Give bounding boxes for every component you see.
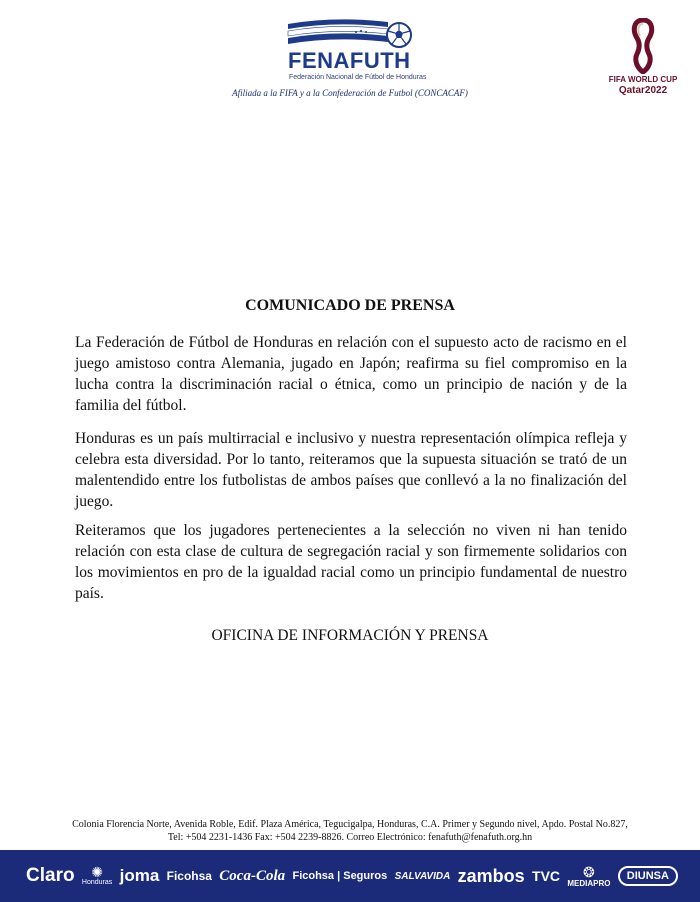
org-full-name: Federación Nacional de Fútbol de Honduras — [289, 74, 427, 81]
soccer-ball-icon — [386, 22, 412, 48]
flag-stripes-icon — [286, 18, 390, 50]
sponsor-honduras-logo — [82, 865, 112, 887]
paragraph-2: Honduras es un país multirracial e inclusivo y nuestra representación olímpica refleja y celebra esta diversidad. Por lo tanto, reiteramos que la supuesta situación se trató de un malentendido entre los futbolistas de ambos países que conllevó a la no finalización del juego. — [75, 430, 627, 510]
world-cup-logo — [600, 18, 690, 98]
press-release-title: COMUNICADO DE PRENSA — [245, 297, 455, 314]
sponsor-bar — [0, 850, 700, 902]
letterhead — [0, 0, 700, 120]
sponsor-joma-logo: joma — [119, 866, 160, 885]
sponsor-honduras-label: Honduras — [81, 879, 113, 886]
mediapro-mark-icon: ❂ — [583, 863, 595, 880]
address-line-2: Tel: +504 2231-1436 Fax: +504 2239-8826. Correo Electrónico: fenafuth@fenafuth.org.hn — [167, 832, 533, 843]
sponsor-mediapro-label: MEDIAPRO — [567, 878, 611, 888]
sponsor-mediapro-logo — [567, 865, 610, 888]
sponsor-ficohsa-logo: Ficohsa — [166, 869, 212, 883]
sponsor-claro-logo: Claro — [26, 865, 75, 886]
fenafuth-logo — [286, 18, 427, 82]
world-cup-edition: Qatar2022 — [618, 85, 668, 96]
signature-office: OFICINA DE INFORMACIÓN Y PRENSA — [211, 627, 489, 644]
paragraph-3: Reiteramos que los jugadores pertenecientes a la selección no viven ni han tenido relación con esta clase de cultura de segregación racial y son firmemente solidarios con los movimientos en pro de la igualdad racial como un principio fundamental de nuestro país. — [75, 522, 627, 602]
world-cup-title: FIFA WORLD CUP — [608, 75, 678, 84]
org-name: FENAFUTH — [288, 48, 411, 73]
sponsor-salvavida-logo: SALVAVIDA — [394, 870, 451, 882]
sponsor-ficohsa-seguros-logo: Ficohsa | Seguros — [292, 870, 388, 882]
sponsor-coca-cola-logo: Coca-Cola — [219, 867, 286, 884]
world-cup-trophy-icon — [628, 18, 658, 74]
sponsor-diunsa-logo: DIUNSA — [618, 866, 678, 886]
address-line-1: Colonia Florencia Norte, Avenida Roble, Edif. Plaza América, Tegucigalpa, Honduras, C.A. Primer y Segundo nivel, Apdo. Postal No.827, — [72, 819, 628, 830]
honduras-mark-icon: ✺ — [91, 864, 103, 880]
affiliation-note: Afiliada a la FIFA y a la Confederación de Futbol (CONCACAF) — [232, 88, 468, 98]
sponsor-tvc-logo: TVC — [532, 868, 561, 884]
sponsor-zambos-logo: zambos — [457, 865, 525, 886]
paragraph-1: La Federación de Fútbol de Honduras en relación con el supuesto acto de racismo en el juego amistoso contra Alemania, jugado en Japón; reafirma su fiel compromiso en la lucha contra la discriminación racial o étnica, como un principio de nación y de la familia del fútbol. — [75, 334, 627, 414]
contact-address — [0, 818, 700, 844]
